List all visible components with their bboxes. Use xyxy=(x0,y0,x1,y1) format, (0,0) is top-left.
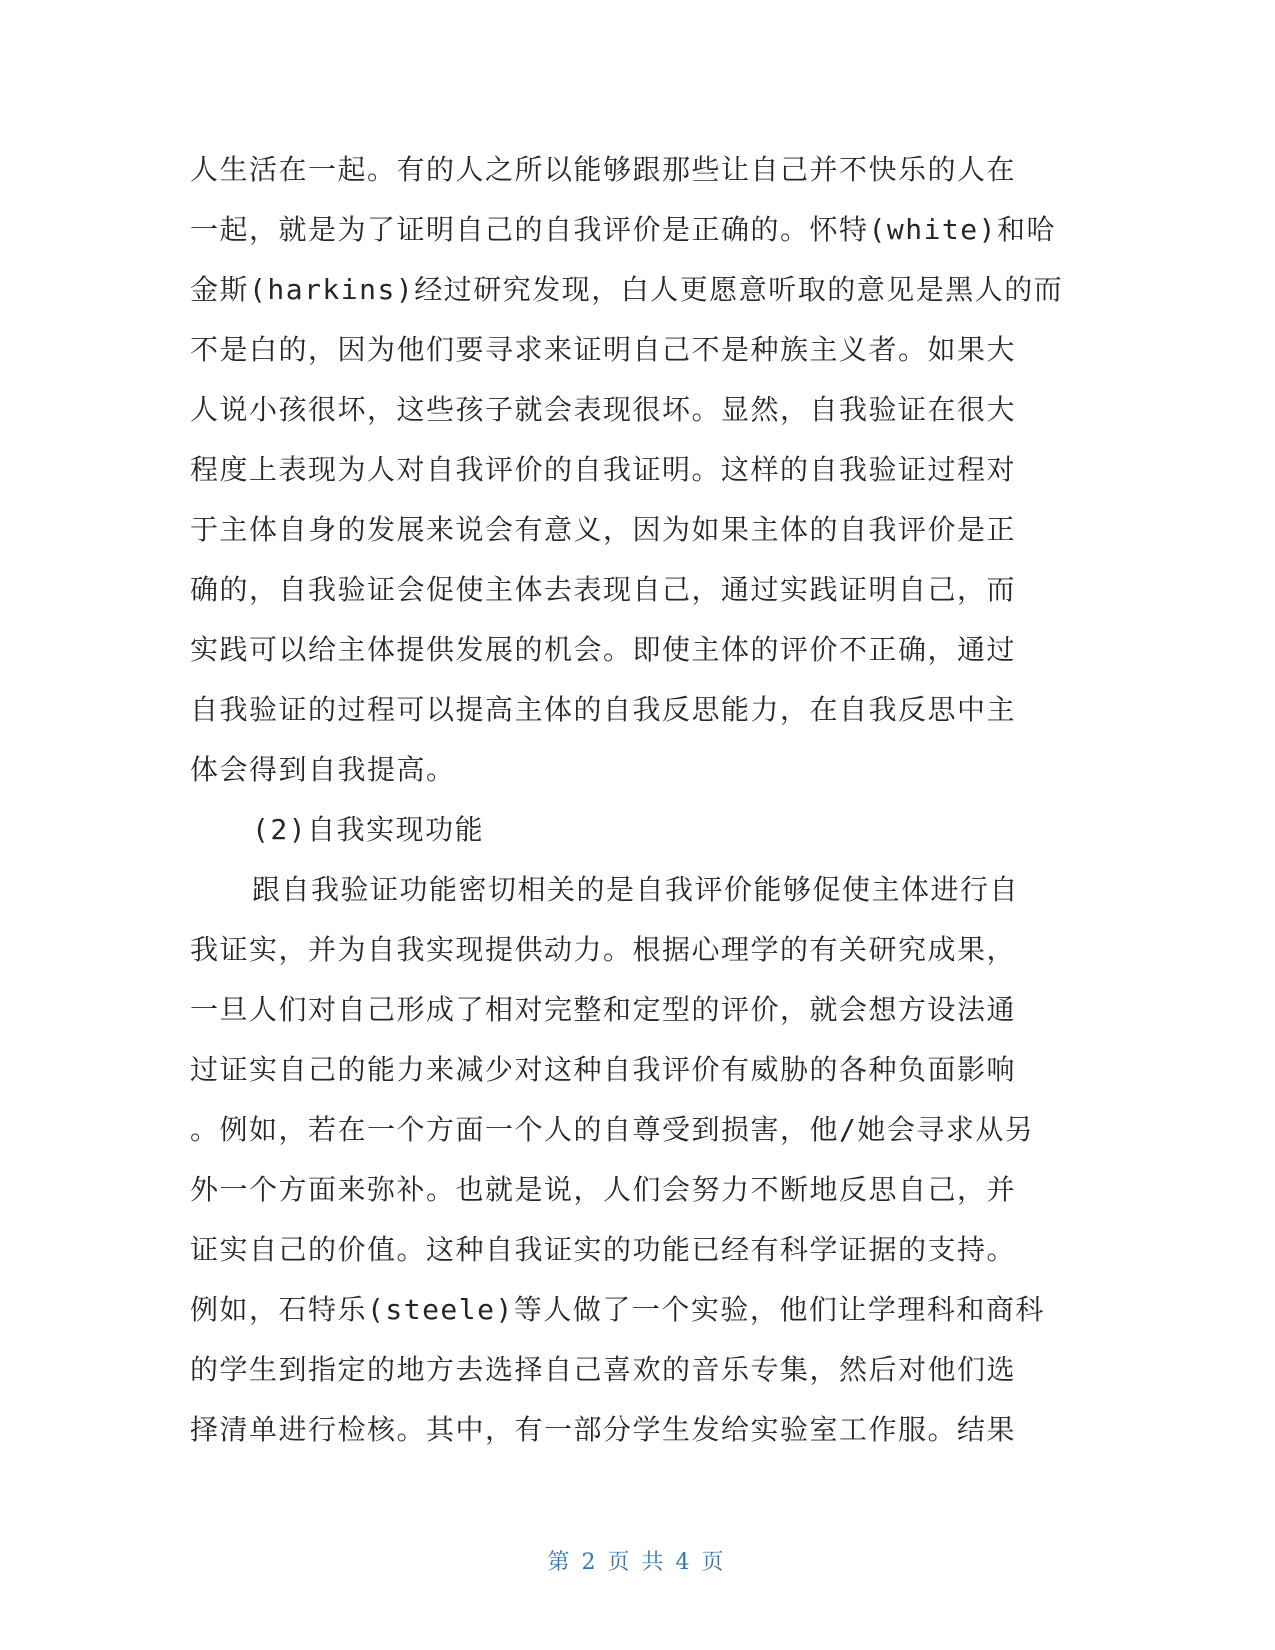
text-line: 不是白的，因为他们要寻求来证明自己不是种族主义者。如果大 xyxy=(190,333,1017,366)
page-label-suffix: 页 xyxy=(701,1550,728,1575)
text-line: 于主体自身的发展来说会有意义，因为如果主体的自我评价是正 xyxy=(190,513,1017,546)
text-line: 确的，自我验证会促使主体去表现自己，通过实践证明自己，而 xyxy=(190,573,1017,606)
text-line: 金斯(harkins)经过研究发现，白人更愿意听取的意见是黑人的而 xyxy=(190,273,1064,306)
page-footer xyxy=(0,1545,1275,1576)
page-label-mid: 页 xyxy=(607,1550,634,1575)
text-line: 人说小孩很坏，这些孩子就会表现很坏。显然，自我验证在很大 xyxy=(190,393,1017,426)
text-line: 择清单进行检核。其中，有一部分学生发给实验室工作服。结果 xyxy=(190,1413,1017,1446)
text-line: 程度上表现为人对自我评价的自我证明。这样的自我验证过程对 xyxy=(190,453,1017,486)
current-page-number: 2 xyxy=(581,1550,600,1575)
page-label-prefix: 第 xyxy=(547,1550,574,1575)
text-line: 一旦人们对自己形成了相对完整和定型的评价，就会想方设法通 xyxy=(190,993,1017,1026)
text-line: 人生活在一起。有的人之所以能够跟那些让自己并不快乐的人在 xyxy=(190,153,1017,186)
text-line: 过证实自己的能力来减少对这种自我评价有威胁的各种负面影响 xyxy=(190,1053,1017,1086)
text-line: 证实自己的价值。这种自我证实的功能已经有科学证据的支持。 xyxy=(190,1233,1017,1266)
total-pages-number: 4 xyxy=(675,1550,694,1575)
text-line: 体会得到自我提高。 xyxy=(190,753,456,786)
text-line: 的学生到指定的地方去选择自己喜欢的音乐专集，然后对他们选 xyxy=(190,1353,1017,1386)
paragraph-first-line: 跟自我验证功能密切相关的是自我评价能够促使主体进行自 xyxy=(252,873,1020,906)
text-line: 一起，就是为了证明自己的自我评价是正确的。怀特(white)和哈 xyxy=(190,213,1057,246)
text-line: 例如，石特乐(steele)等人做了一个实验，他们让学理科和商科 xyxy=(190,1293,1045,1326)
text-line: 自我验证的过程可以提高主体的自我反思能力，在自我反思中主 xyxy=(190,693,1017,726)
total-label: 共 xyxy=(641,1550,668,1575)
text-line: 我证实，并为自我实现提供动力。根据心理学的有关研究成果， xyxy=(190,933,1017,966)
text-line: 。例如，若在一个方面一个人的自尊受到损害，他/她会寻求从另 xyxy=(190,1113,1035,1146)
text-line: 实践可以给主体提供发展的机会。即使主体的评价不正确，通过 xyxy=(190,633,1017,666)
document-body xyxy=(190,140,1090,1460)
text-line: 外一个方面来弥补。也就是说，人们会努力不断地反思自己，并 xyxy=(190,1173,1017,1206)
section-heading: (2)自我实现功能 xyxy=(252,813,485,846)
